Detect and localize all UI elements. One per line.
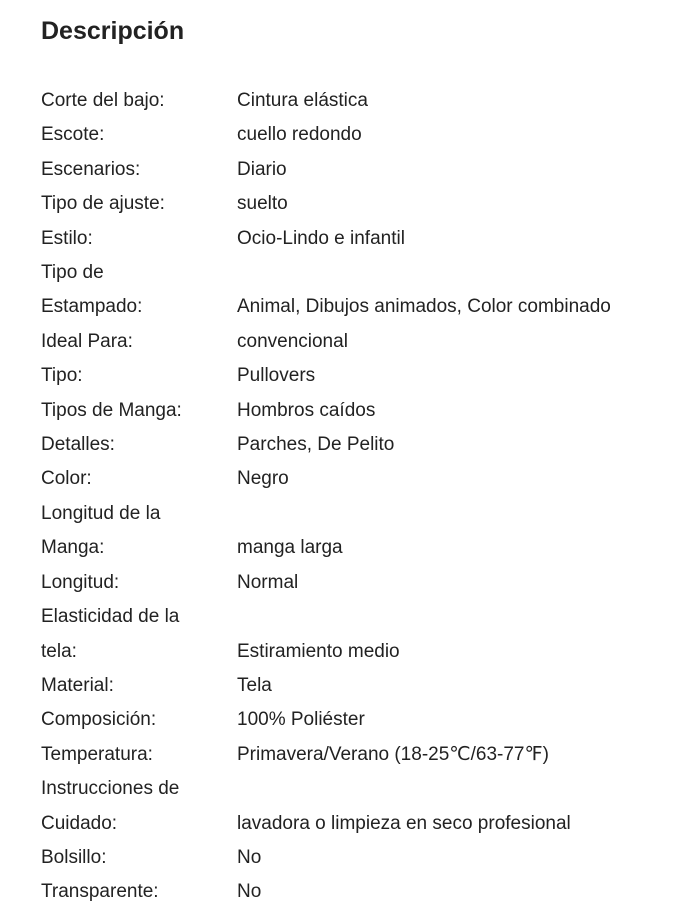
spec-value: No xyxy=(237,881,262,903)
spec-value: cuello redondo xyxy=(237,124,362,146)
spec-label: Ideal Para: xyxy=(41,330,133,352)
spec-label: Tipo: xyxy=(41,365,83,387)
spec-label: Longitud: xyxy=(41,571,120,593)
section-title: Descripción xyxy=(41,17,185,45)
spec-label: Estampado: xyxy=(41,296,143,318)
table-row xyxy=(41,497,657,531)
spec-value: Animal, Dibujos animados, Color combinado xyxy=(237,296,611,318)
spec-value: Normal xyxy=(237,571,299,593)
spec-label: Instrucciones de xyxy=(41,778,180,800)
spec-value: Parches, De Pelito xyxy=(237,434,395,456)
spec-label: Tipos de Manga: xyxy=(41,399,182,421)
spec-label: Tipo de ajuste: xyxy=(41,193,165,215)
table-row xyxy=(41,84,657,118)
table-row xyxy=(41,394,657,428)
spec-value: suelto xyxy=(237,193,288,215)
spec-label: Composición: xyxy=(41,709,157,731)
spec-label: Escenarios: xyxy=(41,158,141,180)
spec-label: Cuidado: xyxy=(41,812,118,834)
spec-label: Elasticidad de la xyxy=(41,606,180,628)
table-row xyxy=(41,462,657,496)
table-row xyxy=(41,153,657,187)
spec-value: No xyxy=(237,846,262,868)
table-row xyxy=(41,703,657,737)
table-row xyxy=(41,290,657,324)
spec-label: Escote: xyxy=(41,124,105,146)
table-row xyxy=(41,807,657,841)
spec-value xyxy=(237,600,657,634)
table-row xyxy=(41,359,657,393)
spec-value: lavadora o limpieza en seco profesional xyxy=(237,812,571,834)
spec-value: Hombros caídos xyxy=(237,399,376,421)
table-row xyxy=(41,841,657,875)
table-row xyxy=(41,566,657,600)
spec-table xyxy=(41,84,657,910)
spec-value: Estiramiento medio xyxy=(237,640,400,662)
spec-label: Corte del bajo: xyxy=(41,90,165,111)
spec-label: Transparente: xyxy=(41,881,159,903)
table-row xyxy=(41,256,657,290)
spec-table-body xyxy=(41,84,657,910)
spec-label: Temperatura: xyxy=(41,743,153,765)
spec-value: Primavera/Verano (18-25℃/63-77℉) xyxy=(237,743,549,765)
spec-label: tela: xyxy=(41,640,77,662)
spec-value: Pullovers xyxy=(237,365,316,387)
spec-value: Diario xyxy=(237,158,287,180)
table-row xyxy=(41,325,657,359)
spec-value: Negro xyxy=(237,468,289,490)
table-row xyxy=(41,635,657,669)
spec-label: Detalles: xyxy=(41,434,115,456)
table-row xyxy=(41,600,657,634)
table-row xyxy=(41,738,657,772)
spec-label: Tipo de xyxy=(41,262,104,284)
spec-value: Ocio-Lindo e infantil xyxy=(237,227,405,249)
spec-label: Manga: xyxy=(41,537,105,559)
table-row xyxy=(41,875,657,909)
table-row xyxy=(41,118,657,152)
table-row xyxy=(41,772,657,806)
spec-value xyxy=(237,497,657,531)
spec-value: manga larga xyxy=(237,537,343,559)
spec-value: convencional xyxy=(237,330,348,352)
spec-value: 100% Poliéster xyxy=(237,709,365,731)
table-row xyxy=(41,222,657,256)
spec-value: Cintura elástica xyxy=(237,90,368,111)
spec-label: Estilo: xyxy=(41,227,93,249)
spec-value xyxy=(237,256,657,290)
table-row xyxy=(41,428,657,462)
spec-label: Material: xyxy=(41,674,114,696)
spec-value: Tela xyxy=(237,674,272,696)
table-row xyxy=(41,669,657,703)
spec-label: Color: xyxy=(41,468,92,490)
spec-value xyxy=(237,772,657,806)
table-row xyxy=(41,187,657,221)
spec-label: Bolsillo: xyxy=(41,846,107,868)
table-row xyxy=(41,531,657,565)
spec-label: Longitud de la xyxy=(41,502,161,524)
